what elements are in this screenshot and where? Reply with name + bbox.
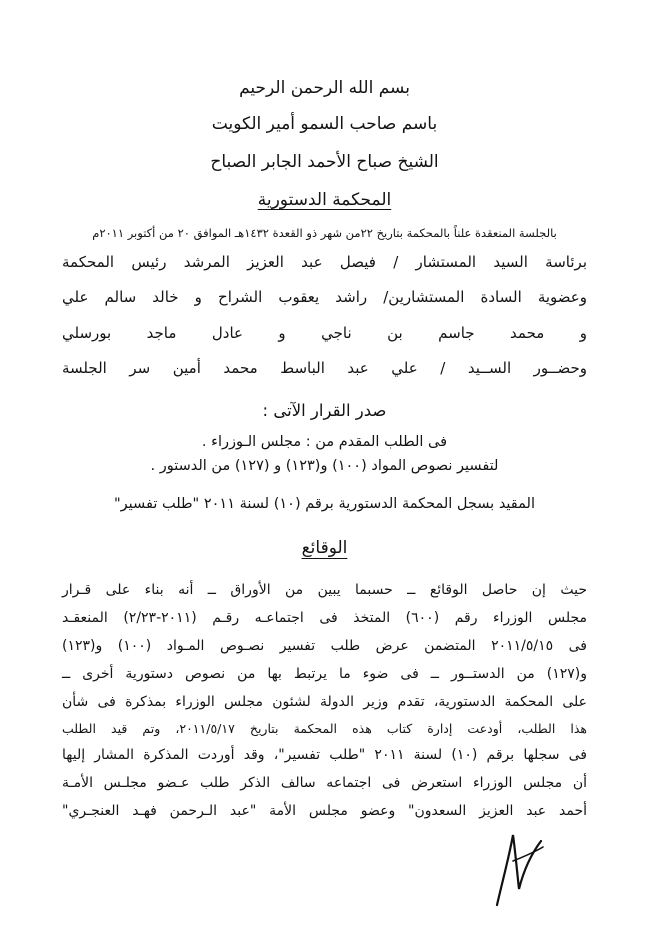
- panel-line-members-1: وعضوية السادة المستشارين/ راشد يعقوب الشراح و خالد سالم علي: [62, 288, 587, 307]
- in-name-of-emir-line: باسم صاحب السمو أمير الكويت: [211, 114, 438, 134]
- panel-line-president: برئاسة السيد المستشار / فيصل عبد العزيز المرشد رئيس المحكمة: [62, 253, 587, 271]
- handwritten-signature-icon: [489, 827, 579, 907]
- facts-line: فى سجلها برقم (١٠) لسنة ٢٠١١ "طلب تفسير"، وقد أوردت المذكرة المشار إليها: [62, 747, 587, 763]
- facts-line: مجلس الوزراء رقم (٦٠٠) المتخذ فى اجتماعـه رقـم (٢٠١١-٢/٢٣) المنعقـد: [62, 610, 588, 626]
- registration-line: المقيد بسجل المحكمة الدستورية برقم (١٠) لسنة ٢٠١١ "طلب تفسير": [114, 496, 535, 512]
- facts-paragraph: [62, 576, 587, 825]
- court-name-heading: المحكمة الدستورية: [257, 190, 392, 210]
- facts-line: هذا الطلب، أودعت إدارة كتاب هذه المحكمة بتاريخ ٢٠١١/٥/١٧، وتم قيد الطلب: [62, 721, 588, 736]
- request-subject-line: لتفسير نصوص المواد (١٠٠) و(١٢٣) و (١٢٧) من الدستور .: [150, 458, 499, 474]
- facts-line: حيث إن حاصل الوقائع ــ حسبما يبين من الأوراق ــ أنه بناء على قـرار: [62, 582, 587, 598]
- facts-line: أن مجلس الوزراء استعرض فى اجتماعه سالف الذكر طلب عـضو مجلـس الأمـة: [62, 775, 587, 791]
- basmala-line: بسم الله الرحمن الرحيم: [239, 78, 410, 98]
- facts-line: على المحكمة الدستورية، تقدم وزير الدولة لشئون مجلس الوزراء بمذكرة فى شأن: [62, 694, 587, 710]
- facts-heading: الوقائع: [301, 538, 348, 558]
- decision-issued-line: صدر القرار الآتى :: [262, 401, 387, 420]
- emir-name-line: الشيخ صباح الأحمد الجابر الصباح: [210, 152, 439, 172]
- panel-line-secretary: وحضــور الســيد / علي عبد الباسط محمد أمين سر الجلسة: [62, 358, 587, 377]
- facts-line: و(١٢٧) من الدستــور ــ فى ضوء ما يرتبط بها من نصوص دستورية أخرى ــ: [62, 666, 587, 682]
- facts-line: فى ٢٠١١/٥/١٥ المتضمن عرض طلب تفسير نصـوص المـواد (١٠٠) و(١٢٣): [62, 638, 588, 654]
- request-applicant-line: فى الطلب المقدم من : مجلس الـوزراء .: [201, 434, 448, 450]
- facts-line: أحمد عبد العزيز السعدون" وعضو مجلس الأمة "عبد الـرحمن فهـد العنجـري": [62, 803, 587, 819]
- session-date-line: بالجلسة المنعقدة علناً بالمحكمة بتاريخ ٢٢من شهر ذو القعدة ١٤٣٢هـ الموافق ٢٠ من أكتوبر ٢٠١١م: [92, 226, 557, 240]
- panel-line-members-2: و محمد جاسم بن ناجي و عادل ماجد بورسلي: [62, 323, 587, 342]
